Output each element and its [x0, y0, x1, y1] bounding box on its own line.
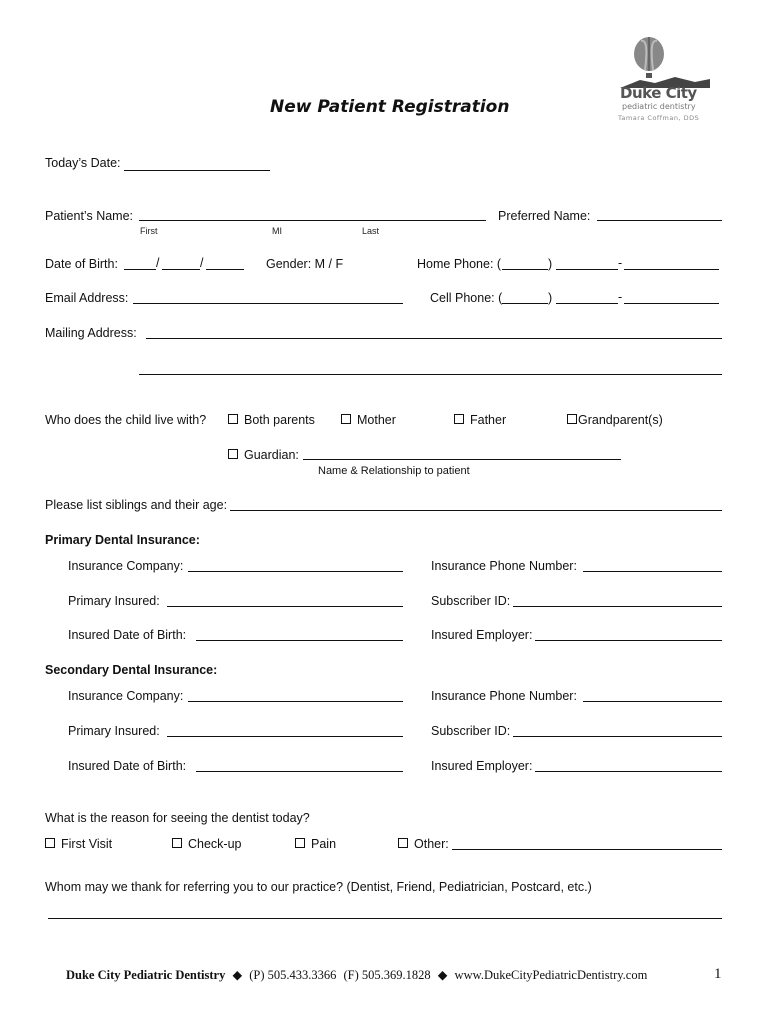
dob-separator: / — [156, 256, 160, 270]
secondary-insurance-heading: Secondary Dental Insurance: — [45, 663, 218, 677]
dob-year-field[interactable] — [206, 269, 244, 270]
option-label: Both parents — [244, 413, 315, 427]
siblings-label: Please list siblings and their age: — [45, 498, 228, 512]
checkbox-icon[interactable] — [295, 838, 305, 848]
todays-date-label: Today’s Date: — [45, 156, 121, 170]
option-pain[interactable] — [295, 837, 336, 851]
checkbox-icon[interactable] — [398, 838, 408, 848]
referral-label: Whom may we thank for referring you to our practice? (Dentist, Friend, Pediatrician, Postcard, etc.) — [45, 880, 592, 894]
option-label: Father — [470, 413, 507, 427]
secondary-company-field[interactable] — [188, 701, 403, 702]
diamond-icon: ◆ — [437, 968, 448, 982]
siblings-field[interactable] — [230, 510, 722, 511]
logo-name: Duke City — [620, 84, 697, 102]
option-label: Grandparent(s) — [578, 413, 663, 427]
referral-field[interactable] — [48, 918, 722, 919]
preferred-name-label: Preferred Name: — [498, 209, 591, 223]
email-label: Email Address: — [45, 291, 129, 305]
option-guardian[interactable] — [228, 448, 299, 462]
checkbox-icon[interactable] — [172, 838, 182, 848]
primary-dob-field[interactable] — [196, 640, 403, 641]
home-phone-line-field[interactable] — [624, 269, 719, 270]
name-last-hint: Last — [362, 226, 380, 236]
patient-name-label: Patient’s Name: — [45, 209, 134, 223]
secondary-dob-field[interactable] — [196, 771, 403, 772]
option-grandparents[interactable] — [567, 413, 663, 427]
cell-phone-dash: - — [618, 290, 623, 304]
option-label: Mother — [357, 413, 396, 427]
checkbox-icon[interactable] — [228, 449, 238, 459]
secondary-company-label: Insurance Company: — [68, 689, 184, 703]
mailing-address-label: Mailing Address: — [45, 326, 137, 340]
primary-employer-label: Insured Employer: — [431, 628, 533, 642]
guardian-field[interactable] — [303, 459, 621, 460]
patient-name-field[interactable] — [139, 220, 486, 221]
email-field[interactable] — [133, 303, 403, 304]
option-label: Check-up — [188, 837, 242, 851]
logo-doctor: Tamara Coffman, DDS — [618, 114, 700, 122]
home-phone-paren: ) — [548, 257, 553, 271]
secondary-employer-label: Insured Employer: — [431, 759, 533, 773]
secondary-subscriber-label: Subscriber ID: — [431, 724, 511, 738]
secondary-dob-label: Insured Date of Birth: — [68, 759, 187, 773]
cell-phone-label: Cell Phone: ( — [430, 291, 503, 305]
checkbox-icon[interactable] — [341, 414, 351, 424]
secondary-subscriber-field[interactable] — [513, 736, 722, 737]
other-reason-field[interactable] — [452, 849, 722, 850]
option-label: Pain — [311, 837, 337, 851]
primary-insured-field[interactable] — [167, 606, 403, 607]
footer — [66, 967, 647, 983]
name-first-hint: First — [140, 226, 158, 236]
primary-company-label: Insurance Company: — [68, 559, 184, 573]
primary-company-field[interactable] — [188, 571, 403, 572]
dob-month-field[interactable] — [124, 269, 156, 270]
option-both-parents[interactable] — [228, 413, 315, 427]
option-first-visit[interactable] — [45, 837, 112, 851]
mailing-address-field[interactable] — [146, 338, 722, 339]
primary-subscriber-field[interactable] — [513, 606, 722, 607]
home-phone-dash: - — [618, 256, 623, 270]
option-label: Other: — [414, 837, 449, 851]
lives-with-label: Who does the child live with? — [45, 413, 207, 427]
mailing-address-field-line2[interactable] — [139, 374, 722, 375]
diamond-icon: ◆ — [232, 968, 243, 982]
option-label: Guardian: — [244, 448, 299, 462]
home-phone-prefix-field[interactable] — [556, 269, 618, 270]
option-label: First Visit — [61, 837, 113, 851]
secondary-employer-field[interactable] — [535, 771, 722, 772]
option-other[interactable] — [398, 837, 449, 851]
secondary-insured-field[interactable] — [167, 736, 403, 737]
home-phone-label: Home Phone: ( — [417, 257, 502, 271]
preferred-name-field[interactable] — [597, 220, 722, 221]
guardian-hint: Name & Relationship to patient — [318, 465, 470, 477]
primary-insurance-heading: Primary Dental Insurance: — [45, 533, 200, 547]
primary-phone-label: Insurance Phone Number: — [431, 559, 577, 573]
checkbox-icon[interactable] — [567, 414, 577, 424]
footer-phone: (P) 505.433.3366 — [249, 968, 337, 982]
page-number: 1 — [714, 966, 722, 982]
logo — [612, 36, 712, 126]
primary-phone-field[interactable] — [583, 571, 722, 572]
footer-practice: Duke City Pediatric Dentistry — [66, 968, 226, 982]
todays-date-field[interactable] — [124, 170, 270, 171]
home-phone-area-field[interactable] — [502, 269, 548, 270]
dob-label: Date of Birth: — [45, 257, 118, 271]
page-title: New Patient Registration — [270, 97, 510, 117]
cell-phone-line-field[interactable] — [624, 303, 719, 304]
visit-reason-label: What is the reason for seeing the dentist today? — [45, 811, 310, 825]
cell-phone-prefix-field[interactable] — [556, 303, 618, 304]
option-father[interactable] — [454, 413, 506, 427]
checkbox-icon[interactable] — [454, 414, 464, 424]
gender-label[interactable]: Gender: M / F — [266, 257, 344, 271]
secondary-phone-field[interactable] — [583, 701, 722, 702]
option-mother[interactable] — [341, 413, 396, 427]
primary-employer-field[interactable] — [535, 640, 722, 641]
dob-separator: / — [200, 256, 204, 270]
primary-subscriber-label: Subscriber ID: — [431, 594, 511, 608]
checkbox-icon[interactable] — [228, 414, 238, 424]
checkbox-icon[interactable] — [45, 838, 55, 848]
name-mi-hint: MI — [272, 226, 282, 236]
footer-website[interactable]: www.DukeCityPediatricDentistry.com — [454, 968, 648, 982]
primary-dob-label: Insured Date of Birth: — [68, 628, 187, 642]
option-check-up[interactable] — [172, 837, 242, 851]
cell-phone-paren: ) — [548, 291, 553, 305]
secondary-insured-label: Primary Insured: — [68, 724, 160, 738]
dob-day-field[interactable] — [162, 269, 200, 270]
logo-subtitle: pediatric dentistry — [622, 102, 696, 111]
cell-phone-area-field[interactable] — [502, 303, 548, 304]
primary-insured-label: Primary Insured: — [68, 594, 160, 608]
footer-fax: (F) 505.369.1828 — [343, 968, 431, 982]
secondary-phone-label: Insurance Phone Number: — [431, 689, 577, 703]
